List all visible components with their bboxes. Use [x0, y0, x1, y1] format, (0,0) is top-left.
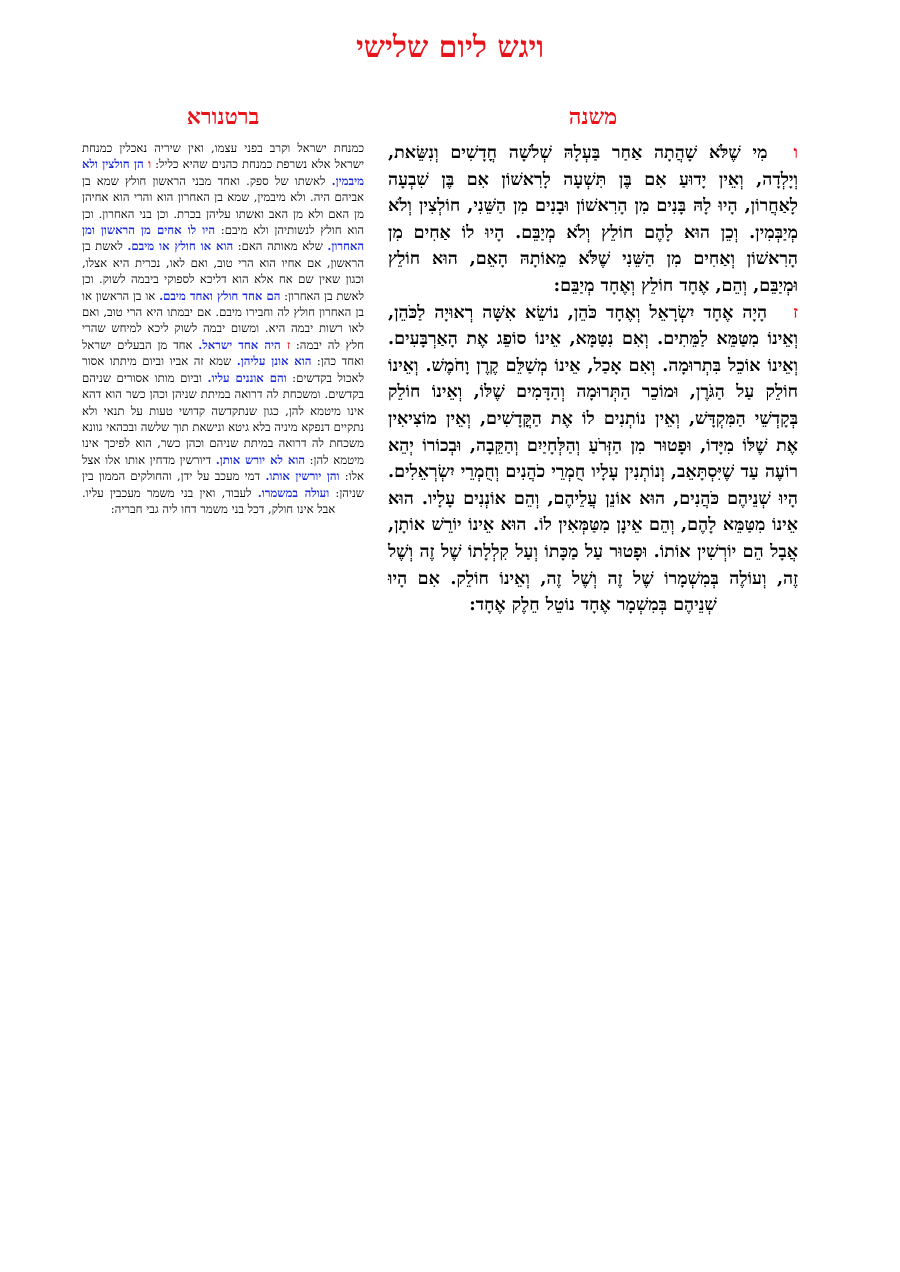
mishnah-text [388, 140, 798, 619]
dibur-hamatchil: והם אוננים עליו. [207, 370, 287, 385]
commentary-text: לעבוד, ואין בני משמר מעכבין עליו. אבל אינו חולק, דכל בני משמר דחו ליה גבי חבריה: [82, 485, 336, 516]
bartenura-text [82, 140, 364, 517]
commentary-text: דיורשין מדחין אותו אלו אצל אלו: [82, 452, 364, 484]
dibur-hamatchil: ועולה במשמרו. [257, 485, 330, 500]
commentary-text: כמנחת ישראל וקרב בפני עצמו, ואין שיריה נאכלין כמנחת ישראל אלא נשרפת כמנחת כהנים שהיא כליל: [82, 141, 364, 172]
mishnah-paragraph-6 [388, 140, 798, 300]
bartenura-heading: ברטנורא [186, 104, 260, 130]
mishnah-number-marker: ז [793, 302, 798, 323]
mishnah-heading: משנה [568, 104, 618, 130]
mishnah-paragraph-text: הָיָה אֶחָד יִשְׂרָאֵל וְאֶחָד כֹּהֵן, נוֹשֵׂא אִשָּׁה רְאוּיָה לַכֹּהֵן, וְאֵינוֹ מִטַּמֵּא לַמֵּתִים. וְאִם נִטַּמָּא, אֵינוֹ סוֹפֵג אֶת הָאַרְבָּעִים. וְאֵינוֹ אוֹכֵל בִּתְרוּמָה. וְאִם אָכַל, אֵינוֹ מְשַׁלֵּם קֶרֶן וָחֹמֶשׁ. וְאֵינוֹ חוֹלֵק עַל הַגֹּרֶן, וּמוֹכֵר הַתְּרוּמָה וְהַדָּמִים שֶׁלּוֹ, וְאֵינוֹ חוֹלֵק בְּקָדְשֵׁי הַמִּקְדָּשׁ, וְאֵין נוֹתְנִים לוֹ אֶת הַקֳּדָשִׁים, וְאֵין מוֹצִיאִין אֶת שֶׁלּוֹ מִיָּדוֹ, וּפָטוּר מִן הַזְּרֹעַ וְהַלְּחָיַיִם וְהַקֵּבָה, וּבְכוֹרוֹ יְהֵא רוֹעֶה עַד שֶׁיִּסְתָּאֵב, וְנוֹתְנִין עָלָיו חֻמְרֵי כֹהֲנִים וְחֻמְרֵי יִשְׂרְאֵלִים. הָיוּ שְׁנֵיהֶם כֹּהֲנִים, הוּא אוֹנֵן עֲלֵיהֶם, וְהֵם אוֹנְנִים עָלָיו. הוּא אֵינוֹ מִטַּמֵּא לָהֶם, וְהֵם אֵינָן מִטַּמְּאִין לוֹ. הוּא אֵינוֹ יוֹרֵשׁ אוֹתָן, אֲבָל הֵם יוֹרְשִׁין אוֹתוֹ. וּפָטוּר עַל מַכָּתוֹ וְעַל קִלְלָתוֹ שֶׁל זֶה וְשֶׁל זֶה, וְעוֹלֶה בְּמִשְׁמָרוֹ שֶׁל זֶה וְשֶׁל זֶה, וְאֵינוֹ חוֹלֵק. אִם הָיוּ שְׁנֵיהֶם בְּמִשְׁמָר אֶחָד נוֹטֵל חֵלֶק אֶחָד: [388, 302, 798, 616]
dibur-hamatchil: היה אחד ישראל. [198, 337, 287, 352]
bartenura-column [82, 104, 364, 517]
page-title: ויגש ליום שלישי [355, 30, 545, 65]
dibur-hamatchil: הוא לא יורש אותן. [215, 452, 306, 467]
commentary-text: אחד מן הבעלים ישראל ואחד כהן: [82, 337, 364, 369]
dibur-hamatchil: הן חולצין ולא מיבמין. [82, 157, 364, 188]
mishnah-paragraph-7 [388, 300, 798, 619]
commentary-mishnah-marker: ז [286, 337, 291, 352]
mishnah-number-marker: ו [793, 143, 798, 163]
commentary-text: דמי מעכב על ידן, והחולקים הממון בין שניהן: [82, 469, 364, 500]
mishnah-paragraph-text: מִי שֶׁלֹּא שָׁהֲתָה אַחַר בַּעְלָהּ שְׁלֹשָׁה חֳדָשִׁים וְנִשֵּׂאת, וְיָלְדָה, וְאֵין יָדוּעַ אִם בֶּן תִּשְׁעָה לָרִאשׁוֹן אִם בֶּן שִׁבְעָה לָאַחֲרוֹן, הָיוּ לָהּ בָּנִים מִן הָרִאשׁוֹן וּבָנִים מִן הַשֵּׁנִי, חוֹלְצִין וְלֹא מְיַבְּמִין. וְכֵן הוּא לָהֶם חוֹלֵץ וְלֹא מְיַבֵּם. הָיוּ לוֹ אַחִים מִן הָרִאשׁוֹן וְאַחִים מִן הַשֵּׁנִי שֶׁלֹּא מֵאוֹתָהּ הָאֵם, הוּא חוֹלֵץ וּמְיַבֵּם, וְהֵם, אֶחָד חוֹלֵץ וְאֶחָד מְיַבֵּם: [388, 143, 798, 296]
dibur-hamatchil: הוא אונן עליהן. [236, 354, 312, 369]
dibur-hamatchil: היו לו אחים מן הראשון ומן האחרון. [82, 223, 365, 254]
commentary-text: וביום מותו אסורים שניהם בקדשים. ומשכחת לה דרואה במיתת שניהן וכהן כשר הוא דהא אינו מיטמא להן, כגון שנתקדשה קדושי טעות על תנאי ולא נתקיים דנפקא מיניה בלא גיטא ונישאת תוך שלשה ובכהאי גוונא משכחת לה דרואה במיתת שניהם וכהן כשר, הוא לפיכך אינו מיטמא להן: [82, 370, 364, 467]
commentary-mishnah-marker: ו [148, 157, 152, 172]
commentary-text: או בן הראשון או בן האחרון חולץ לה וחבירו מיבם. אם יבמתו היא הרי טוב, ואם לאו רשות יבמה היא. ומשום יבמה לשוק ליכא למיחש שהרי חלץ לה יבמה: [82, 288, 364, 352]
dibur-hamatchil: הם אחד חולץ ואחד מיבם. [159, 288, 281, 303]
commentary-text: שמא זה אביו וביום מיתתו אסור לאכול בקדשים: [82, 354, 364, 385]
commentary-text: לאשת בן הראשון, אם אחיו הוא הרי טוב, ואם לאו, נכרית היא אצלו, וכגון שאין שם אח אלא הוא דליכא לספוקי ביבמה לשוק. וכן לאשת בן האחרון: [82, 239, 364, 303]
dibur-hamatchil: והן יורשין אותו. [265, 469, 340, 484]
bartenura-paragraph [82, 140, 364, 517]
mishnah-column [388, 104, 798, 619]
commentary-text: לאשתו של ספק. ואחד מבני הראשון חולץ שמא בן אביהם היה. ולא מיבמין, שמא בן האחרון הוא והרי הוא אחיהן מן האם ולא מן האב ואשתו עליהן בכרת. וכן בני האחרון. וכן הוא חולץ לנשותיהן ולא מיבם: [82, 173, 365, 238]
dibur-hamatchil: הוא או חולץ או מיבם. [127, 239, 234, 254]
commentary-text: שלא מאותה האם: [233, 239, 328, 254]
